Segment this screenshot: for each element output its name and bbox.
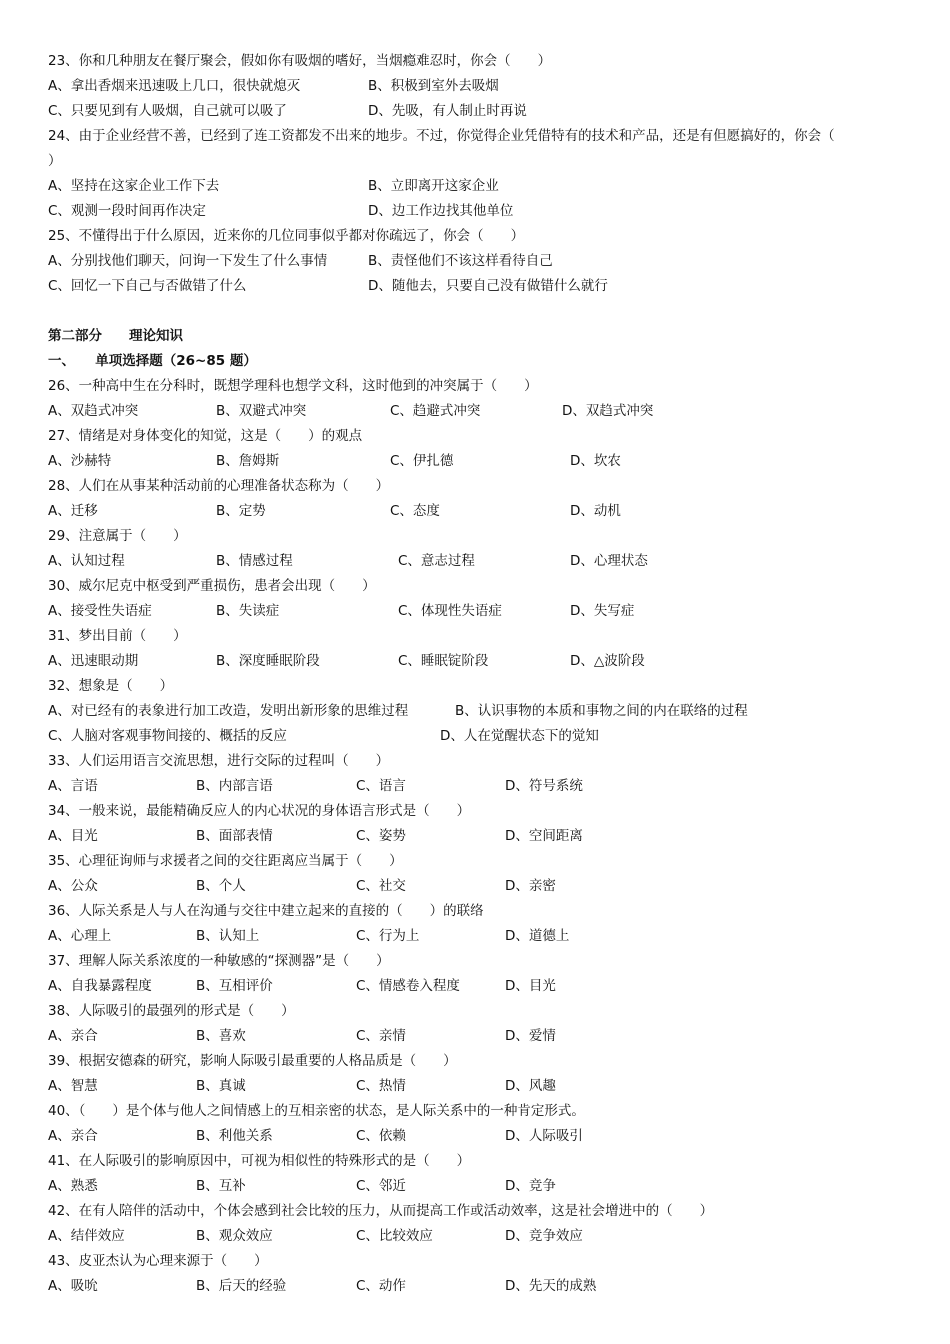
question-41-option-b: B、互补 [196, 1178, 246, 1194]
question-34-option-d: D、空间距离 [505, 828, 583, 844]
question-26-stem: 26、一种高中生在分科时，既想学理科也想学文科，这时他到的冲突属于（ ） [48, 378, 538, 394]
question-35-option-d: D、亲密 [505, 878, 556, 894]
question-33-option-a: A、言语 [48, 778, 98, 794]
question-36-option-d: D、道德上 [505, 928, 570, 944]
question-25-option-b: B、责怪他们不该这样看待自己 [368, 253, 553, 269]
question-34-option-c: C、姿势 [356, 828, 406, 844]
question-42-stem: 42、在有人陪伴的活动中，个体会感到社会比较的压力，从而提高工作或活动效率，这是社会增进中的（ ） [48, 1203, 714, 1219]
question-35-stem: 35、心理征询师与求援者之间的交往距离应当属于（ ） [48, 853, 403, 869]
question-41-option-a: A、熟悉 [48, 1178, 98, 1194]
question-27-option-a: A、沙赫特 [48, 453, 112, 469]
question-23-option-b: B、积极到室外去吸烟 [368, 78, 499, 94]
question-31-option-c: C、睡眠锭阶段 [398, 653, 489, 669]
question-36-option-b: B、认知上 [196, 928, 260, 944]
question-31-option-b: B、深度睡眠阶段 [216, 653, 320, 669]
question-33-option-b: B、内部言语 [196, 778, 273, 794]
question-23-option-c: C、只要见到有人吸烟，自己就可以吸了 [48, 103, 287, 119]
question-26-option-b: B、双避式冲突 [216, 403, 307, 419]
question-43-option-b: B、后天的经验 [196, 1278, 287, 1294]
question-30-option-d: D、失写症 [570, 603, 635, 619]
question-37-option-d: D、目光 [505, 978, 556, 994]
question-35-option-c: C、社交 [356, 878, 406, 894]
question-25-option-c: C、回忆一下自己与否做错了什么 [48, 278, 247, 294]
question-23-stem: 23、你和几种朋友在餐厅聚会，假如你有吸烟的嗜好，当烟瘾难忍时，你会（ ） [48, 53, 552, 69]
question-27-option-d: D、坎农 [570, 453, 621, 469]
question-42-option-c: C、比较效应 [356, 1228, 433, 1244]
question-25-option-a: A、分别找他们聊天，问询一下发生了什么事情 [48, 253, 328, 269]
question-38-option-c: C、亲情 [356, 1028, 406, 1044]
question-38-option-b: B、喜欢 [196, 1028, 246, 1044]
question-34-option-a: A、目光 [48, 828, 98, 844]
question-40-stem: 40、（ ）是个体与他人之间情感上的互相亲密的状态，是人际关系中的一种肯定形式。 [48, 1103, 585, 1119]
question-31-option-d: D、△波阶段 [570, 653, 645, 669]
question-39-option-c: C、热情 [356, 1078, 406, 1094]
section-heading: 一、 单项选择题（26~85 题） [48, 353, 257, 369]
question-28-option-c: C、态度 [390, 503, 440, 519]
question-28-option-b: B、定势 [216, 503, 266, 519]
question-25-option-d: D、随他去，只要自己没有做错什么就行 [368, 278, 608, 294]
question-32-option-b: B、认识事物的本质和事物之间的内在联络的过程 [455, 703, 748, 719]
question-35-option-b: B、个人 [196, 878, 246, 894]
question-29-stem: 29、注意属于（ ） [48, 528, 187, 544]
question-41-stem: 41、在人际吸引的影响原因中，可视为相似性的特殊形式的是（ ） [48, 1153, 471, 1169]
question-37-option-a: A、自我暴露程度 [48, 978, 152, 994]
question-33-stem: 33、人们运用语言交流思想，进行交际的过程叫（ ） [48, 753, 390, 769]
question-28-option-d: D、动机 [570, 503, 621, 519]
question-28-option-a: A、迁移 [48, 503, 98, 519]
question-24-option-a: A、坚持在这家企业工作下去 [48, 178, 220, 194]
question-39-option-d: D、风趣 [505, 1078, 556, 1094]
question-26-option-c: C、趋避式冲突 [390, 403, 481, 419]
question-42-option-a: A、结伴效应 [48, 1228, 125, 1244]
question-43-option-a: A、吸吮 [48, 1278, 98, 1294]
question-31-stem: 31、梦出目前（ ） [48, 628, 187, 644]
question-24-option-b: B、立即离开这家企业 [368, 178, 499, 194]
question-27-option-c: C、伊扎德 [390, 453, 454, 469]
question-36-stem: 36、人际关系是人与人在沟通与交往中建立起来的直接的（ ）的联络 [48, 903, 484, 919]
question-39-stem: 39、根据安德森的研究，影响人际吸引最重要的人格品质是（ ） [48, 1053, 457, 1069]
question-37-stem: 37、理解人际关系浓度的一种敏感的“探测器”是（ ） [48, 953, 390, 969]
question-42-option-d: D、竞争效应 [505, 1228, 583, 1244]
question-38-option-a: A、亲合 [48, 1028, 98, 1044]
question-30-option-c: C、体现性失语症 [398, 603, 502, 619]
question-24-option-d: D、边工作边找其他单位 [368, 203, 514, 219]
question-28-stem: 28、人们在从事某种活动前的心理准备状态称为（ ） [48, 478, 390, 494]
question-32-option-d: D、人在觉醒状态下的觉知 [440, 728, 599, 744]
question-36-option-c: C、行为上 [356, 928, 420, 944]
question-31-option-a: A、迅速眼动期 [48, 653, 139, 669]
question-35-option-a: A、公众 [48, 878, 98, 894]
question-27-option-b: B、詹姆斯 [216, 453, 280, 469]
question-43-option-d: D、先天的成熟 [505, 1278, 597, 1294]
question-32-option-c: C、人脑对客观事物间接的、概括的反应 [48, 728, 287, 744]
question-27-stem: 27、情绪是对身体变化的知觉，这是（ ）的观点 [48, 428, 363, 444]
question-30-stem: 30、威尔尼克中枢受到严重损伤，患者会出现（ ） [48, 578, 376, 594]
question-34-option-b: B、面部表情 [196, 828, 273, 844]
question-39-option-a: A、智慧 [48, 1078, 98, 1094]
question-26-option-a: A、双趋式冲突 [48, 403, 139, 419]
question-25-stem: 25、不懂得出于什么原因，近来你的几位同事似乎都对你疏远了，你会（ ） [48, 228, 525, 244]
question-23-option-d: D、先吸，有人制止时再说 [368, 103, 527, 119]
question-34-stem: 34、一般来说，最能精确反应人的内心状况的身体语言形式是（ ） [48, 803, 471, 819]
part-title: 第二部分 理论知识 [48, 328, 183, 344]
question-24-stem-continued: ） [48, 153, 62, 169]
question-29-option-d: D、心理状态 [570, 553, 648, 569]
question-32-stem: 32、想象是（ ） [48, 678, 174, 694]
question-40-option-b: B、利他关系 [196, 1128, 273, 1144]
question-29-option-b: B、情感过程 [216, 553, 293, 569]
question-33-option-d: D、符号系统 [505, 778, 583, 794]
question-24-option-c: C、观测一段时间再作决定 [48, 203, 206, 219]
question-33-option-c: C、语言 [356, 778, 406, 794]
question-29-option-a: A、认知过程 [48, 553, 125, 569]
question-39-option-b: B、真诚 [196, 1078, 246, 1094]
question-41-option-d: D、竞争 [505, 1178, 556, 1194]
question-42-option-b: B、观众效应 [196, 1228, 273, 1244]
question-41-option-c: C、邻近 [356, 1178, 406, 1194]
question-26-option-d: D、双趋式冲突 [562, 403, 654, 419]
question-36-option-a: A、心理上 [48, 928, 112, 944]
question-40-option-d: D、人际吸引 [505, 1128, 583, 1144]
question-37-option-b: B、互相评价 [196, 978, 273, 994]
question-29-option-c: C、意志过程 [398, 553, 475, 569]
question-38-option-d: D、爱情 [505, 1028, 556, 1044]
question-30-option-b: B、失读症 [216, 603, 280, 619]
question-24-stem: 24、由于企业经营不善，已经到了连工资都发不出来的地步。不过，你觉得企业凭借特有的技术和产品，还是有但愿搞好的，你会（ [48, 128, 835, 144]
question-40-option-c: C、依赖 [356, 1128, 406, 1144]
question-38-stem: 38、人际吸引的最强列的形式是（ ） [48, 1003, 295, 1019]
question-30-option-a: A、接受性失语症 [48, 603, 152, 619]
question-32-option-a: A、对已经有的表象进行加工改造，发明出新形象的思维过程 [48, 703, 409, 719]
question-40-option-a: A、亲合 [48, 1128, 98, 1144]
question-23-option-a: A、拿出香烟来迅速吸上几口，很快就熄灭 [48, 78, 301, 94]
question-37-option-c: C、情感卷入程度 [356, 978, 460, 994]
question-43-stem: 43、皮亚杰认为心理来源于（ ） [48, 1253, 268, 1269]
question-43-option-c: C、动作 [356, 1278, 406, 1294]
